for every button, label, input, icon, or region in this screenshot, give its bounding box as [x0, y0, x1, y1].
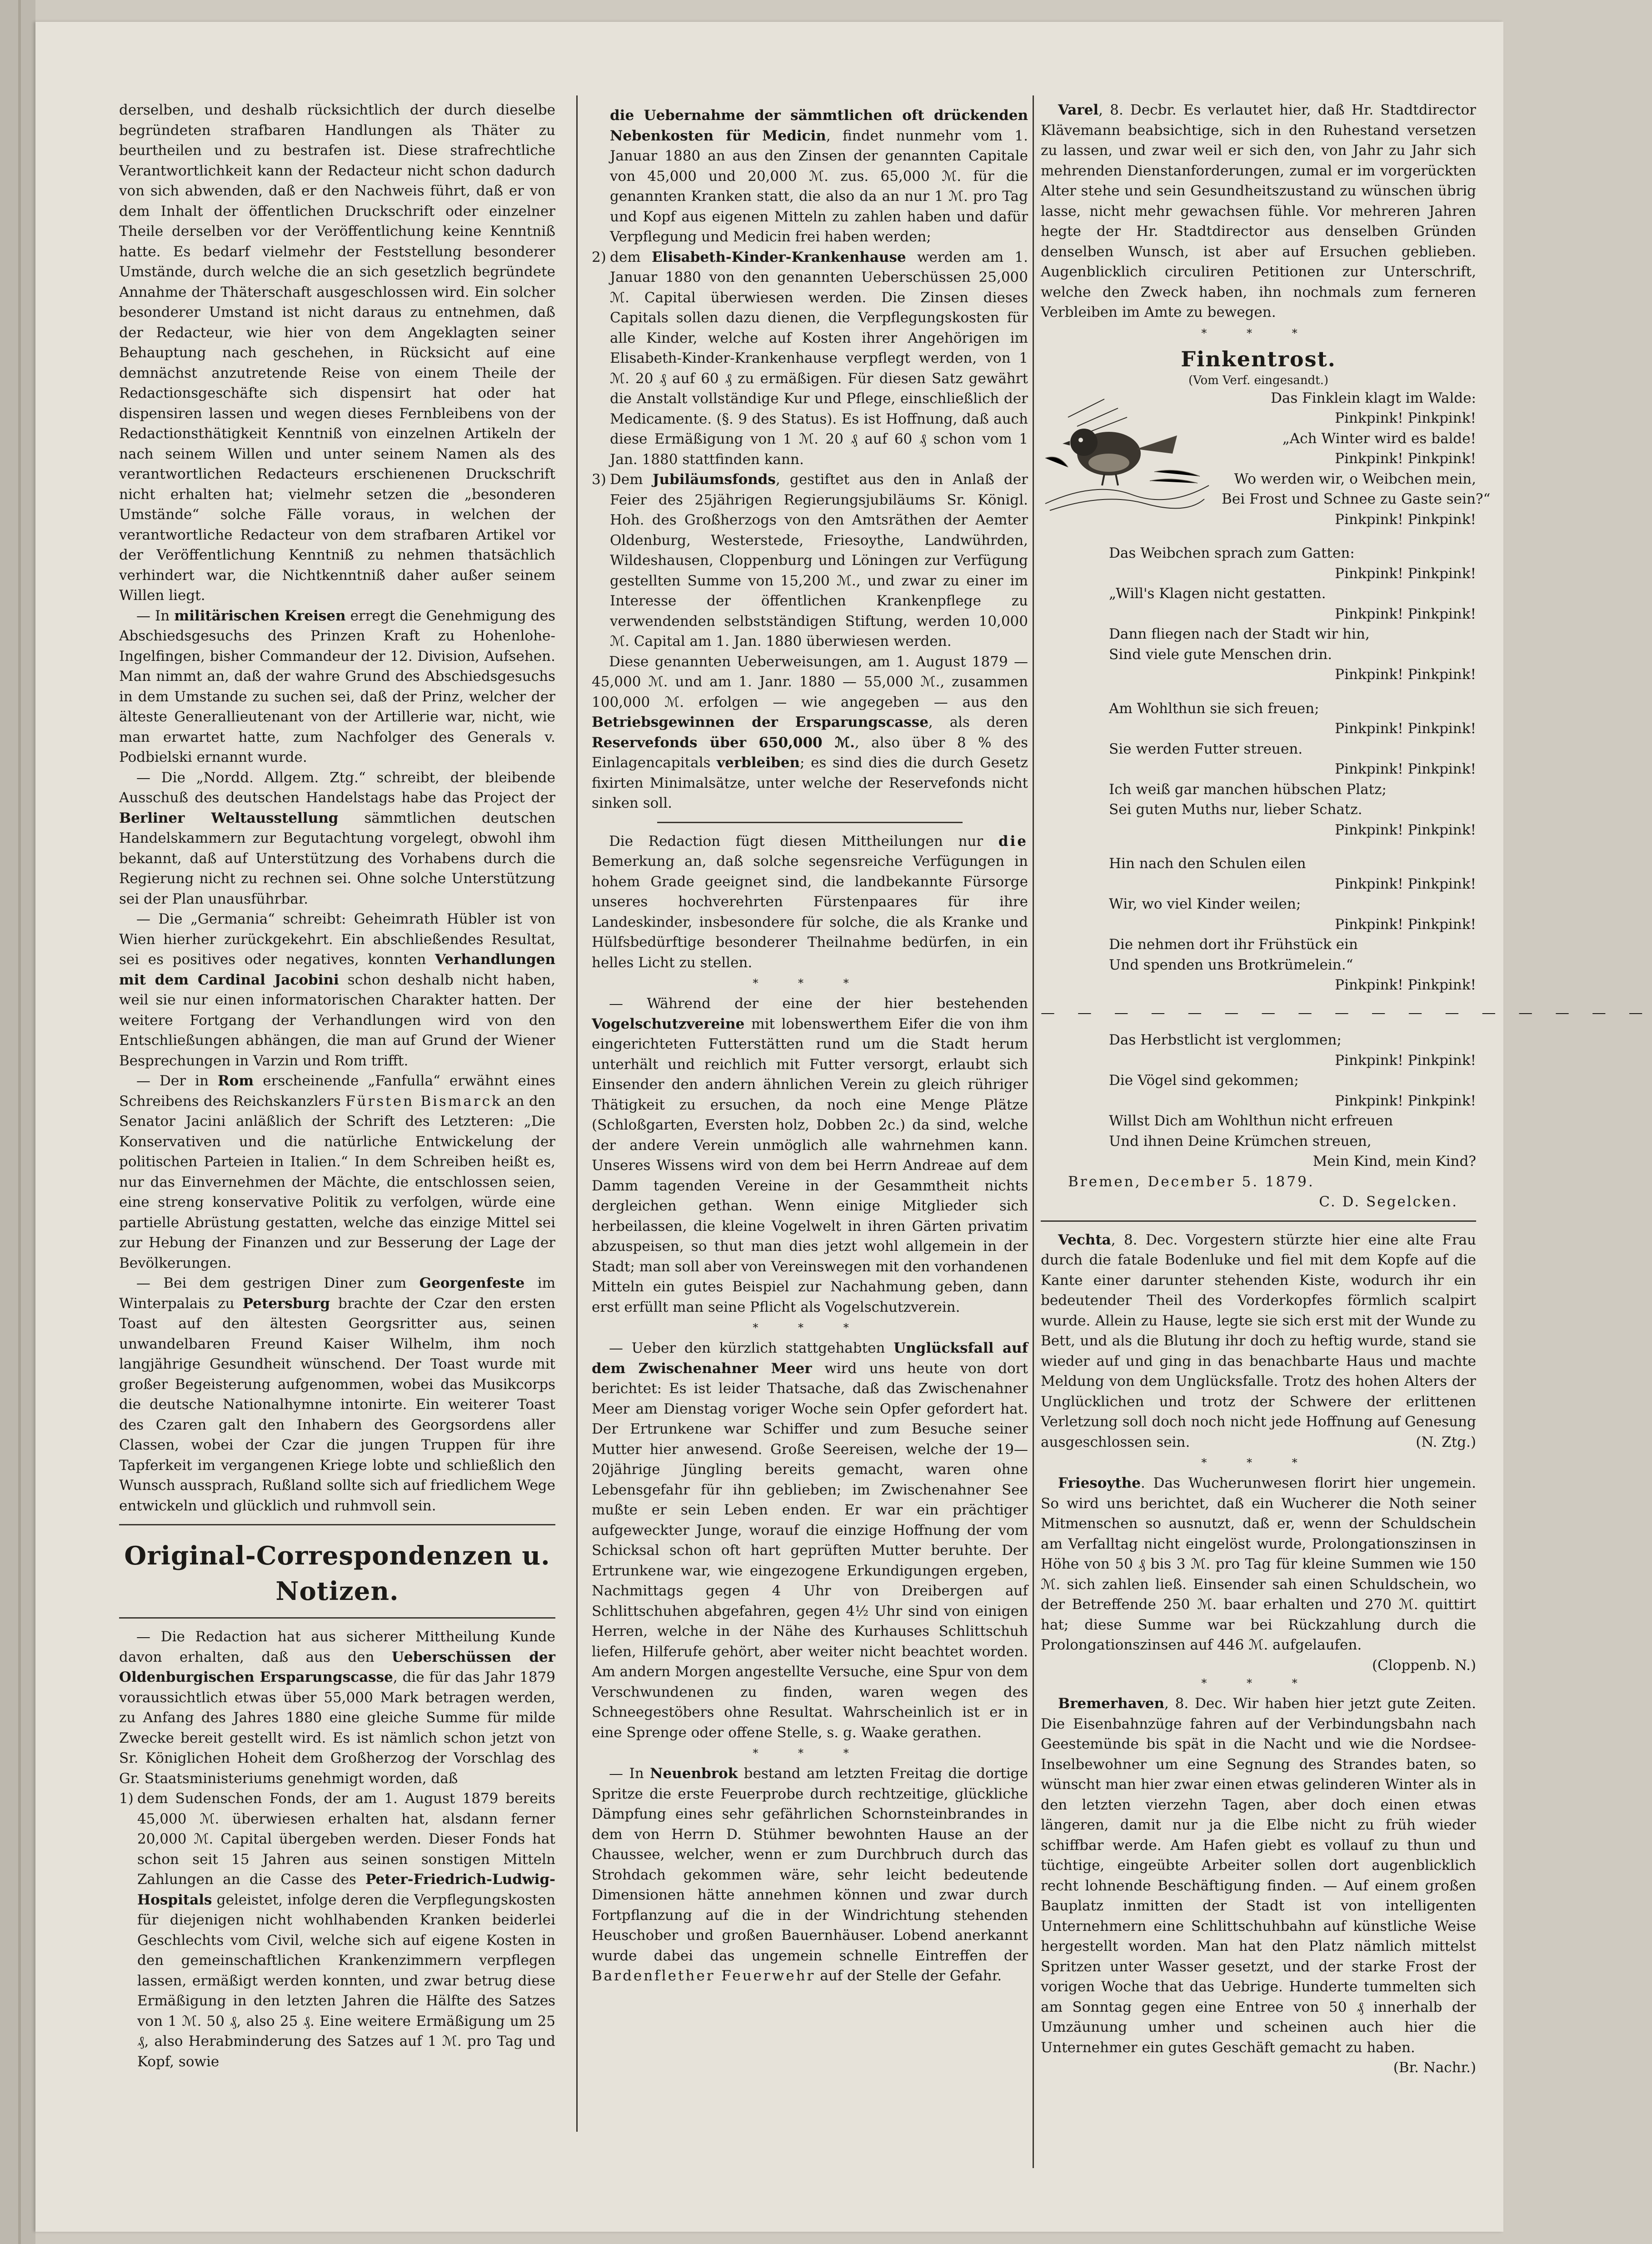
section-rule-below [119, 1617, 555, 1619]
list-item-2: 2) dem Elisabeth-Kinder-Krankenhause werden am 1. Januar 1880 von den genannten Ueberschüssen 25,000 ℳ. Capital überwiesen werden. Die Zinsen dieses Capitals sollen dazu dienen, die Verpflegungskosten für alle Kinder, welche auf Kosten ihrer Angehörigen im Elisabeth-Kinder-Krankenhause verpflegt werden, von 1 ℳ. 20 ₰ auf 60 ₰ zu ermäßigen. Für diesen Satz gewährt die Anstalt vollständige Kur und Pflege, einschließlich der Medicamente. (§. 9 des Status). Es ist Hoffnung, daß auch diese Ermäßigung von 1 ℳ. 20 ₰ auf 60 ₰ schon vom 1 Jan. 1880 stattfinden kann. [592, 249, 1028, 468]
article-neuenbrok: — In Neuenbrok bestand am letzten Freitag die dortige Spritze die erste Feuerprobe durch rechtzeitige, glückliche Dämpfung eines sehr gefährlichen Schornsteinbrandes in dem von Herrn D. Stühmer bewohnten Hause an der Chaussee, welcher, wenn er zum Durchbruch durch das Strohdach gekommen wäre, sehr leicht bedeutende Dimensionen hätte annehmen können und zwar durch Fortpflanzung auf die in der Windrichtung stehenden Heuschober und großen Bauernhäuser. Lobend anerkannt wurde dabei das ungemein schnelle Eintreffen der Bardenflether Feuerwehr auf der Stelle der Gefahr. [592, 1765, 1028, 1984]
asterism: * * * [1201, 1456, 1316, 1469]
article-accident-lake: — Ueber den kürzlich stattgehabten Unglücksfall auf dem Zwischenahner Meer wird uns heute von dort berichtet: Es ist leider Thatsache, daß das Zwischenahner Meer am Dienstag voriger Woche sein Opfer gefordert hat. Der Ertrunkene war Schiffer und zum Besuche seiner Mutter hier anwesend. Große Seereisen, welche der 19—20jährige Jüngling bereits gemacht, waren ohne Lebensgefahr für ihn geblieben; im Zwischenahner See mußte er sein Leben enden. Er war ein prächtiger aufgeweckter Junge, worauf die einzige Hoffnung der vom Schicksal schon oft hart geprüften Mutter beruhte. Der Ertrunkene war, wie eingezogene Erkundigungen ergeben, Nachmittags gegen 4 Uhr von Dreibergen auf Schlittschuhen abgefahren, gegen 4½ Uhr sind von einigen Herren, welche in der Nähe des Kurhauses Schlittschuh liefen, Hilferufe gehört, aber weiter nicht beachtet worden. Am andern Morgen angestellte Versuche, eine Spur von dem Verschwundenen zu finden, waren wegen des Schneegestöbers ohne Resultat. Wahrscheinlich ist er in eine Sprenge oder offene Stelle, s. g. Waake gerathen. [592, 1340, 1028, 1741]
article-rome-fanfulla: — Der in Rom erscheinende „Fanfulla“ erwähnt eines Schreibens des Reichskanzlers Fürsten Bismarck an den Senator Jacini anläßlich der Schrift des Letzteren: „Die Konservativen und die natürliche Entwickelung der politischen Parteien in Italien.“ In dem Schreiben heißt es, nur das Einvernehmen der Mächte, die entschlossen seien, eine streng konservative Politik zu verfolgen, würde eine partielle Abrüstung gestatten, welche das einzige Mittel sei zur Hebung der Finanzen und zur Besserung der Lage der Bevölkerungen. [119, 1073, 555, 1271]
list-item-3: 3) Dem Jubiläumsfonds, gestiftet aus den in Anlaß der Feier des 25jährigen Regierungsjubiläums Sr. Königl. Hoh. des Großherzogs von den Amtsräthen der Aemter Oldenburg, Westerstede, Friesoythe, Landwührden, Wildeshausen, Cloppenburg und Löningen zur Verfügung gestellten Summe von 15,200 ℳ., und zwar zu einer im Interesse der öffentlichen Krankenpflege zu verwendenden selbstständigen Stiftung, werden 10,000 ℳ. Capital am 1. Jan. 1880 überwiesen werden. [592, 471, 1028, 650]
finch-illustration-icon [1041, 390, 1213, 522]
binding-edge [0, 0, 35, 2244]
poem-subtitle: (Vom Verf. eingesandt.) [1188, 373, 1329, 387]
article-world-exhibition: — Die „Nordd. Allgem. Ztg.“ schreibt, der bleibende Ausschuß des deutschen Handelstags habe das Project der Berliner Weltausstellung sämmtlichen deutschen Handelskammern zur Begutachtung vorgelegt, obwohl ihm bekannt, daß auf Unterstützung des Vorhabens durch die Regierung nicht zu rechnen sei. Ohne solche Unterstützung sei der Plan unausführbar. [119, 769, 555, 907]
article-friesoythe: Friesoythe. Das Wucherunwesen florirt hier ungemein. So wird uns berichtet, daß ein Wucherer die Noth seiner Mitmenschen so ausnutzt, daß er, wenn der Schuldschein am Verfalltag nicht eingelöst wurde, Prolongationszinsen in Höhe von 50 ₰ bis 3 ℳ. pro Tag für kleine Summen wie 150 ℳ. sich zahlen ließ. Einsender sah einen Schuldschein, wo der Betreffende 250 ℳ. baar erhalten und 270 ℳ. quittirt hat; diese Summe war bei Rückzahlung durch die Prolongationszinsen auf 446 ℳ. aufgelaufen. (Cloppenb. N.) [1041, 1475, 1476, 1674]
poem-place-date: Bremen, December 5. 1879. [1068, 1173, 1315, 1190]
section-rule [119, 1524, 555, 1525]
list-item-1: 1) dem Sudenschen Fonds, der am 1. August 1879 bereits 45,000 ℳ. überwiesen erhalten hat, alsdann ferner 20,000 ℳ. Capital übergeben werden. Dieser Fonds hat schon seit 15 Jahren aus seinen sonstigen Mitteln Zahlungen an die Casse des Peter-Friedrich-Ludwig-Hospitals geleistet, infolge deren die Verpflegungskosten für diejenigen nicht wohlhabenden Kranken beiderlei Geschlechts vom Civil, welche sich auf eigene Kosten in den gemeinschaftlichen Krankenzimmern verpflegen lassen, ermäßigt werden konnten, und zwar betrug diese Ermäßigung in den letzten Jahren die Hälfte des Satzes von 1 ℳ. 50 ₰, also 25 ₰. Eine weitere Ermäßigung um 25 ₰, also Herabminderung des Satzes auf 1 ℳ. pro Tag und Kopf, sowie [119, 1790, 555, 2070]
divider [657, 822, 963, 823]
article-bird-protection: — Während der eine der hier bestehenden Vogelschutzvereine mit lobenswerthem Eifer die von ihm eingerichteten Futterstätten rund um die Stadt herum unterhält und reichlich mit Futter versorgt, erlaubt sich Einsender den andern ähnlichen Verein zu gleich rühriger Thätigkeit zu ersuchen, da noch eine Menge Plätze (Schloßgarten, Eversten holz, Dobben 2c.) da sind, welche der andere Verein unmöglich alle wahrnehmen kann. Unseres Wissens wird von dem bei Herrn Andreae auf dem Damm tagenden Vereine in der Gesammtheit nichts dergleichen gethan. Wenn einige Mitglieder sich herbeilassen, die kleine Vogelwelt in ihren Gärten privatim abzuspeisen, so thut man dies jetzt wohl allgemein in der Stadt; man soll aber von Vereinswegen mit den vorhandenen Mitteln ein gutes Beispiel zur Nachahmung geben, dann erst erfüllt man seine Pflicht als Vogelschutzverein. [592, 995, 1028, 1315]
divider [1041, 1220, 1476, 1222]
column-rule-2 [1033, 95, 1034, 2168]
asterism: * * * [753, 977, 867, 990]
list-item-1-cont: die Uebernahme der sämmtlichen oft drückenden Nebenkosten für Medicin, findet nunmehr vom 1. Januar 1880 an aus den Zinsen der genannten Capitale von 45,000 und 20,000 ℳ. zus. 65,000 ℳ. für die genannten Kranken statt, die also da an nur 1 ℳ. pro Tag und Kopf aus eigenen Mitteln zu zahlen haben und dafür Verpflegung und Medicin frei haben werden; [610, 107, 1028, 245]
article-petersburg: — Bei dem gestrigen Diner zum Georgenfeste im Winterpalais zu Petersburg brachte der Czar den ersten Toast auf den ältesten Georgsritter aus, seinen unwandelbaren Freund Kaiser Wilhelm, ihm noch langjährige Gesundheit wünschend. Der Toast wurde mit großer Begeisterung aufgenommen, wobei das Musikcorps die deutsche Nationalhymne intonirte. Ein weiterer Toast des Czaren galt den Inhabern des Georgsordens aller Classen, wobei der Czar die jungen Truppen für ihre Tapferkeit im vergangenen Kriege lobte und schließlich den Wunsch aussprach, Rußland sollte sich auf friedlichem Wege entwickeln und glücklich und ruhmvoll sein. [119, 1275, 556, 1514]
poem-author: C. D. Segelcken. [1319, 1194, 1458, 1210]
article-transfers: Diese genannten Ueberweisungen, am 1. August 1879 — 45,000 ℳ. und am 1. Janr. 1880 — 55,000 ℳ., zusammen 100,000 ℳ. erfolgen — wie angegeben — aus den Betriebsgewinnen der Ersparungscasse, als deren Reservefonds über 650,000 ℳ., also über 8 % des Einlagencapitals verbleiben; es sind dies die durch Gesetz fixirten Minimalsätze, unter welche der Reservefonds nicht sinken soll. [592, 653, 1028, 811]
poem: Das Finklein klagt im Walde: Pinkpink! Pinkpink! „Ach Winter wird es balde! Pinkpink! Pinkpink! Wo werden wir, o Weibchen mein, Bei Frost und Schnee zu Gaste sein?“ Pinkpink! Pinkpink! Das Weibchen sprach zum Gatten: Pinkpink! Pinkpink! „Will's Klagen nicht gestatten. Pinkpink! Pinkpink! Dann fliegen nach der Stadt wir hin, Sind viele gute Menschen drin. Pinkpink! Pinkpink! Am Wohlthun sie sich freuen; Pinkpink! Pinkpink! Sie werden Futter streuen. Pinkpink! Pinkpink! Ich weiß gar manchen hübschen Platz; Sei guten Muths nur, lieber Schatz. Pinkpink! Pinkpink! Hin nach den Schulen eilen Pinkpink! Pinkpink! Wir, wo viel Kinder weilen; Pinkpink! Pinkpink! Die nehmen dort ihr Frühstück ein Und spenden uns Brotkrümelein.“ Pinkpink! Pinkpink! — — — — — — — — — — — — — — — — — Das Herbstlicht ist verglommen; Pinkpink! Pinkpink! Die Vögel sind gekommen; Pinkpink! Pinkpink! Willst Dich am Wohlthun nicht erfreuen Und ihnen Deine Krümchen streuen, Mein Kind, mein Kind? Bremen, December 5. 1879. C. D. Segelcken. [1041, 388, 1476, 1212]
binding-edge-line [18, 0, 21, 2244]
article-editorial-note: Die Redaction fügt diesen Mittheilungen nur die Bemerkung an, daß solche segensreiche Verfügungen in hohem Grade geeignet sind, die landbekannte Fürsorge unseres hochverehrten Fürstenpaares für ihre Landeskinder, insbesondere für solche, die als Kranke und Hülfsbedürftige besonderer Theilnahme bedürfen, in ein helles Licht zu stellen. [592, 833, 1028, 971]
poem-dash-line: — — — — — — — — — — — — — — — — — [1041, 1004, 1652, 1021]
section-heading: Original-Correspondenzen u. Notizen. [124, 1541, 550, 1606]
column-rule-1 [576, 95, 578, 2132]
article-jacobini: — Die „Germania“ schreibt: Geheimrath Hübler ist von Wien hierher zurückgekehrt. Ein abschließendes Resultat, sei es positives oder negatives, konnten Verhandlungen mit dem Cardinal Jacobini schon deshalb nicht haben, weil sie nur einen informatorischen Charakter hatten. Der weitere Fortgang der Verhandlungen wird von den Entschließungen abhängen, die man auf Grund der Wiener Besprechungen in Varzin und Rom trifft. [119, 911, 555, 1069]
poem-title: Finkentrost. [1181, 346, 1336, 371]
column-3 [1041, 100, 1652, 2191]
article-varel: Varel, 8. Decbr. Es verlautet hier, daß Hr. Stadtdirector Klävemann beabsichtige, sich in den Ruhestand versetzen zu lassen, und zwar weil er sich den, von Jahr zu Jahr sich mehrenden Dienstanforderungen, zumal er im vorgerückten Alter stehe und sein Gesundheitszustand zu wünschen übrig lasse, nicht mehr gewachsen fühle. Vor mehreren Jahren hegte der Hr. Stadtdirector aus denselben Gründen denselben Wunsch, ist aber auf Ersuchen geblieben. Augenblicklich circuliren Petitionen zur Unterschrift, welche den Zweck haben, ihn nochmals zum ferneren Verbleiben im Amte zu bewegen. [1041, 102, 1476, 320]
asterism: * * * [1201, 326, 1316, 340]
column-2 [592, 105, 1028, 2196]
asterism: * * * [753, 1321, 867, 1334]
article-savings-bank: — Die Redaction hat aus sicherer Mittheilung Kunde davon erhalten, daß aus den Ueberschüssen der Oldenburgischen Ersparungscasse, die für das Jahr 1879 voraussichtlich etwas über 55,000 Mark betragen werden, zu Anfang des Jahres 1880 eine gleiche Summe für milde Zwecke bereit gestellt wird. Es ist nämlich schon jetzt von Sr. Königlichen Hoheit dem Großherzog der Vorschlag des Gr. Staatsministeriums genehmigt worden, daß [119, 1629, 555, 1787]
asterism: * * * [1201, 1677, 1316, 1689]
article-press-law: derselben, und deshalb rücksichtlich der durch dieselbe begründeten strafbaren Handlungen als Thäter zu beurtheilen und zu bestrafen ist. Diese strafrechtliche Verantwortlichkeit kann der Redacteur nicht schon dadurch von sich abwenden, daß er den Nachweis führt, daß er von dem Inhalt der öffentlichen Druckschrift oder einzelner Theile derselben vor der Veröffentlichung keine Kenntniß hatte. Es bedarf vielmehr der Feststellung besonderer Umstände, durch welche die an sich gesetzlich begründete Annahme der Thäterschaft ausgeschlossen wird. Ein solcher besonderer Umstand ist nicht daraus zu entnehmen, daß der Redacteur, wie hier von dem Angeklagten seiner Behauptung nach geschehen, in Rücksicht auf eine demnächst anzutretende Reise von einem Theile der Redactionsgeschäfte sich dispensirt hat oder hat dispensiren lassen und wegen dieses Fernbleibens von der Redactionsthätigkeit Kenntniß von einzelnen Artikeln der nach seinem Willen und unter seinem Namen als des verantwortlichen Redacteurs erschienenen Druckschrift nicht erhalten hat; vielmehr setzen die „besonderen Umstände“ solche Fälle voraus, in welchen der verantwortliche Redacteur von dem strafbaren Artikel vor der Veröffentlichung Kenntniß zu nehmen thatsächlich verhindert war, die Nichtkenntniß daher außer seinem Willen liegt. [119, 102, 555, 604]
article-vechta: Vechta, 8. Dec. Vorgestern stürzte hier eine alte Frau durch die fatale Bodenluke und fiel mit dem Kopfe auf die Kante einer darunter stehenden Kiste, wodurch ihr ein bedeutender Theil des Vorderkopfes förmlich scalpirt wurde. Allein zu Hause, legte sie sich erst mit der Wunde zu Bett, und als die Blutung ihr doch zu heftig wurde, stand sie wieder auf und ging in das benachbarte Haus und machte Meldung von dem Unglücksfalle. Trotz des hohen Alters der Unglücklichen und trotz der Schwere der erlittenen Verletzung soll doch noch nicht jede Hoffnung auf Genesung ausgeschlossen sein. (N. Ztg.) [1041, 1231, 1476, 1450]
article-bremerhaven: Bremerhaven, 8. Dec. Wir haben hier jetzt gute Zeiten. Die Eisenbahnzüge fahren auf der Verbindungsbahn nach Geestemünde bis spät in die Nacht und wie die Nordsee-Inselbewohner um eine Segnung des Strandes baten, so wünscht man hier zwar einen etwas gelinderen Winter als in den letzten vierzehn Tagen, aber doch einen etwas längeren, damit nur ja die Elbe nicht zu früh wieder schiffbar werde. Am Hafen giebt es vollauf zu thun und tüchtige, eingeübte Arbeiter sollen dort augenblicklich recht lohnende Beschäftigung finden. — Auf einem großen Bauplatz inmitten der Stadt ist von intelligenten Unternehmern eine Schlittschuhbahn auf künstliche Weise hergestellt worden. Man hat den Platz nämlich mittelst Spritzen unter Wasser gesetzt, und der starke Frost der vorigen Woche that das Uebrige. Hunderte tummelten sich am Sonntag gegen eine Entree von 50 ₰ innerhalb der Umzäunung umher und scheinen auch hier die Unternehmer ein gutes Geschäft gemacht zu haben. (Br. Nachr.) [1041, 1695, 1476, 2076]
column-1 [119, 100, 555, 2200]
article-military: — In militärischen Kreisen erregt die Genehmigung des Abschiedsgesuchs des Prinzen Kraft zu Hohenlohe-Ingelfingen, bisher Commandeur der 12. Division, Aufsehen. Man nimmt an, daß der wahre Grund des Abschiedsgesuchs in dem Umstande zu suchen sei, daß der Prinz, welcher der älteste Generallieutenant von der Artillerie war, nicht, wie man erwartet hatte, zum Nachfolger des Generals v. Podbielski ernannt wurde. [119, 607, 555, 765]
asterism: * * * [753, 1747, 867, 1759]
